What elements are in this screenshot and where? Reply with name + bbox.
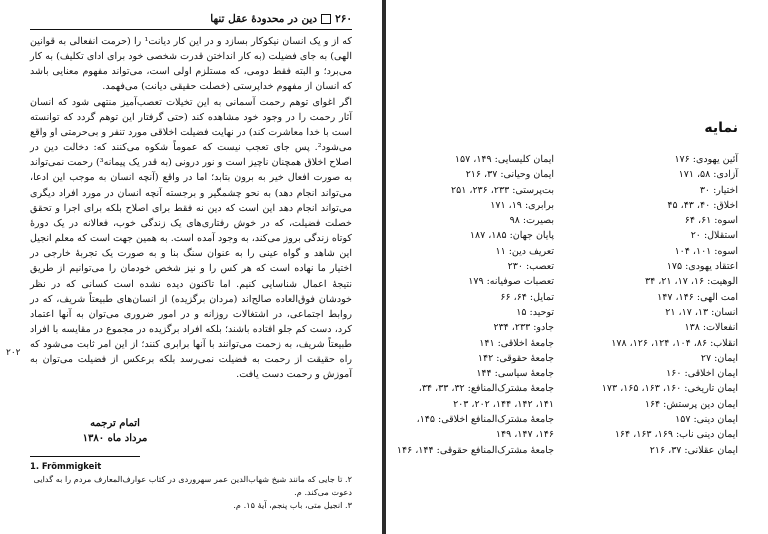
- index-entry: ایمان: ۲۷: [700, 352, 738, 364]
- footnote-2: ۲. تا جایی که مانند شیخ شهاب‌الدین عمر سهروردی در کتاب عوارف‌المعارف مردم را به گدایی دعوت می‌کند. م.: [33, 474, 352, 497]
- index-entry: تعصبات صوفیانه: ۱۷۹: [468, 276, 554, 288]
- index-entry: ایمان وحیانی: ۳۷، ۲۱۶: [465, 169, 554, 181]
- index-entry: آئین یهودی: ۱۷۶: [674, 154, 738, 165]
- index-entry: تعصب: ۲۳۰: [507, 261, 554, 273]
- index-column-left: [396, 152, 554, 458]
- index-entry: تمایل: ۶۴، ۶۶: [500, 291, 554, 303]
- header-left: [210, 13, 352, 25]
- index-entry: ایمان دین پرستش: ۱۶۴: [644, 398, 738, 410]
- index-entry: توحید: ۱۵: [516, 306, 554, 318]
- paragraph-2: اگر اغوای توهم رحمت آسمانی به این تخیلات تعصب‌آمیز منتهی شود که انسان آثار رحمت را در وجود خود مشاهده کند (حتی گرفتار این توهم گردد که توانسته است با خدا معاشرت کند) در نهایت فضیلت اخلاقی مورد تنفر و بی‌حرمتی او واقع می‌شود². پس جای تعجب نیست که عموماً شکوه می‌کنند که: دخالت دین در اصلاح اخلاق همچنان ناچیز است و نور درونی (به قدر یک پیمانه³) رحمت نمی‌تواند به صورت افعال خیر به برون بتابد؛ اما در واقع (آنچه انسان به موجب این ادعا، می‌تواند انجام دهد) به نحو چشمگیر و برجسته آنچه انسان در مورد افراد دیگری می‌تواند انجام دهد این است که دین نه فقط برای اصلاح بلکه برای اجرا و تحقق خصلت فضیلت، که در خوش رفتاری‌های یک زندگی خوب، فعالانه در یک دورهٔ کوتاه زندگی بروز می‌کند، به وجود آمده است. به همین جهت است که معلم انجیل این شاهد و گواه عینی را به عنوان سنگ بنا و به صورت یک تجربهٔ خارجی در اختیار ما نهاده است که هر کس را و نیز شخص خودمان را می‌توانیم از طریق نتیجهٔ اعمال شناسایی کنیم. اما تاکنون دیده نشده است کسانی که در نظر خودشان فوق‌العاده صالح‌اند (مردان برگزیده) از انسان‌های طبیعتاً شریف، که در روابط اجتماعی، در اشتغالات روزانه و در امور ضروری می‌توان به آنها اعتماد کرد، دست کم جلو افتاده باشند؛ بلکه افراد برگزیده در مجموع در مقایسه با افراد طبیعتاً شریف، به زحمت می‌توانند با آنها برابری کنند؛ از این امر ثابت می‌شود که راه حقیقت از رحمت به فضیلت نمی‌رسد بلکه برعکس از فضیلت می‌توان به آموزش و رحمت دست یافت.: [30, 96, 352, 381]
- left-page: [0, 0, 382, 534]
- header-rule: [30, 29, 352, 30]
- index-entry: انفعالات: ۱۳۸: [684, 322, 738, 334]
- index-entry: جامعهٔ حقوقی: ۱۴۲: [477, 352, 554, 364]
- index-entry: ایمان کلیسایی: ۱۴۹، ۱۵۷: [454, 154, 554, 165]
- index-entry: تعریف دین: ۱۱: [495, 245, 554, 257]
- index-entry: ایمان عقلانی: ۳۷، ۲۱۶: [649, 444, 738, 456]
- footnote-3: ۳. انجیل متی، باب پنجم، آیهٔ ۱۵. م.: [233, 500, 352, 510]
- index-entry: ایمان دینی ناب: ۱۶۹، ۱۶۳، ۱۶۴: [614, 429, 738, 441]
- page-number: ۲۶۰: [335, 13, 352, 25]
- index-entry: بت‌پرستی: ۲۳۳، ۲۳۶، ۲۵۱: [451, 184, 554, 196]
- paragraph-1: که از و یک انسان نیکوکار بسازد و در این کار دیانت¹ را (حرمت انفعالی به قوانین الهی) به جای فضیلت (به کار انداختن قدرت شخصی خود برای ادای تکلیف) به کار می‌برد؛ و البته فقط دومی، که مستلزم اولی است، می‌تواند مفهوم معنایی باشد که انسان از مفهوم خداپرستی (خصلت حقیقی دیانت) می‌فهمد.: [30, 36, 352, 93]
- index-entry: انقلاب: ۸۶، ۱۰۴، ۱۲۴، ۱۲۶، ۱۷۸: [611, 337, 738, 349]
- index-entry: اسوه: ۶۱، ۶۴: [684, 215, 738, 227]
- index-entry: ایمان تاریخی: ۱۶۰، ۱۶۳، ۱۶۵، ۱۷۳: [601, 383, 738, 395]
- running-title: دین در محدودهٔ عقل تنها: [210, 13, 318, 25]
- index-entry: امت الهی: ۱۴۶، ۱۴۷: [657, 291, 738, 303]
- running-header: [30, 10, 352, 28]
- footnote-1: 1. Frömmigkeit: [30, 461, 102, 471]
- index-entry: جامعهٔ مشترک‌المنافع: ۳۲، ۳۳، ۳۴، ۱۴۱، ۱۴۲، ۱۴۴، ۲۰۲، ۲۰۳: [418, 383, 554, 410]
- translation-end-note: [60, 416, 170, 446]
- right-page: [386, 0, 768, 534]
- index-entry: آزادی: ۵۸، ۱۷۱: [678, 169, 738, 181]
- ending-line-2: مرداد ماه ۱۳۸۰: [82, 433, 148, 444]
- index-entry: اعتقاد یهودی: ۱۷۵: [666, 261, 738, 273]
- margin-page-number: ۲۰۲: [6, 348, 21, 358]
- footnotes: [30, 460, 352, 512]
- footnote-rule: [30, 456, 140, 457]
- index-entry: اسوه: ۱۰۱، ۱۰۴: [674, 245, 738, 257]
- index-entry: اختیار: ۳۰: [699, 184, 738, 196]
- body-text: [30, 34, 352, 383]
- index-entry: استقلال: ۲۰: [690, 230, 738, 242]
- index-title: نمایه: [704, 120, 738, 136]
- index-entry: اخلاق: ۴۰، ۴۳، ۴۵: [667, 199, 738, 211]
- index-entry: انسان: ۱۳، ۱۷، ۲۱: [665, 306, 738, 318]
- index-entry: ایمان دینی: ۱۵۷: [675, 414, 738, 426]
- index-entry: بصیرت: ۹۸: [509, 215, 554, 227]
- index-entry: جادو: ۲۳۳، ۲۳۴: [493, 322, 554, 334]
- square-icon: [321, 14, 331, 24]
- index-entry: پایان جهان: ۱۸۵، ۱۸۷: [469, 230, 554, 242]
- index-entry: ایمان اخلاقی: ۱۶۰: [666, 368, 738, 380]
- index-entry: برابری: ۱۹، ۱۷۱: [490, 199, 554, 211]
- index-entry: جامعهٔ مشترک‌المنافع اخلاقی: ۱۴۵، ۱۴۶، ۱۴۷، ۱۴۹: [416, 414, 554, 441]
- index-entry: جامعهٔ مشترک‌المنافع حقوقی: ۱۴۴، ۱۴۶: [396, 444, 554, 456]
- index-entry: الوهیت: ۱۶، ۱۷، ۲۱، ۳۴: [644, 276, 738, 288]
- ending-line-1: اتمام ترجمه: [90, 418, 140, 429]
- index-column-right: [568, 152, 738, 458]
- index-entry: جامعهٔ سیاسی: ۱۴۴: [476, 368, 554, 380]
- index-entry: جامعهٔ اخلاقی: ۱۴۱: [479, 337, 554, 349]
